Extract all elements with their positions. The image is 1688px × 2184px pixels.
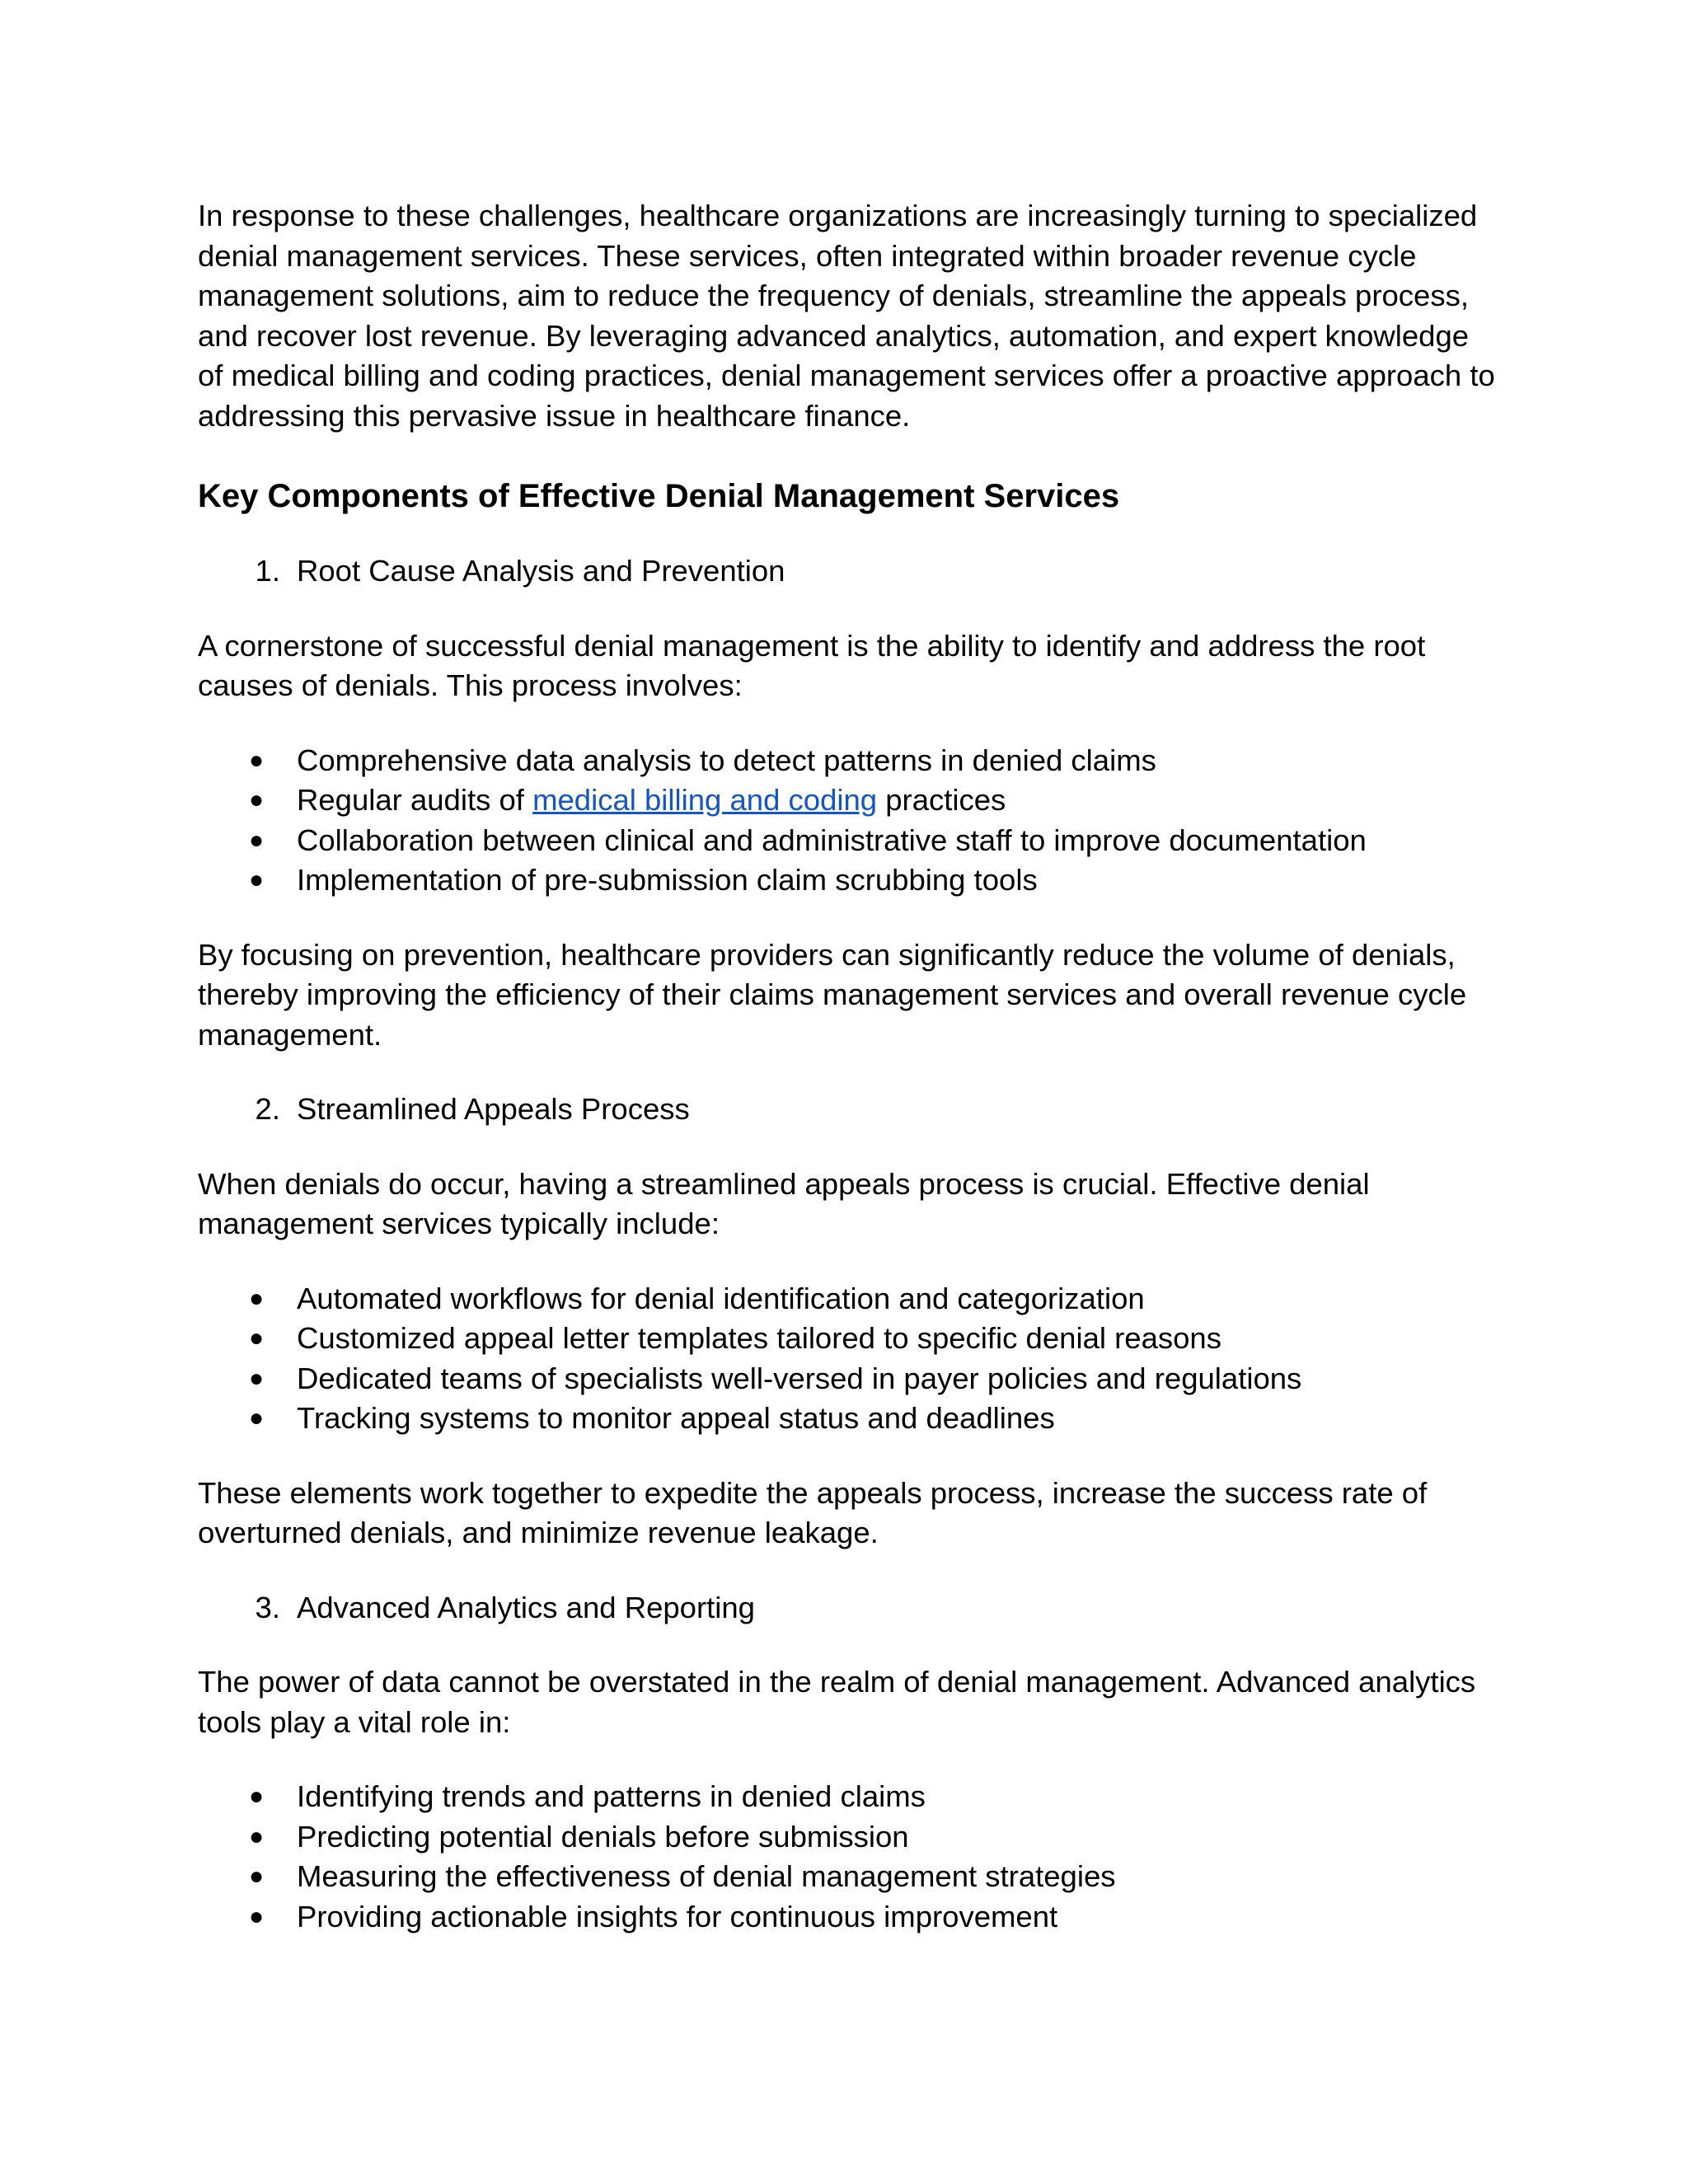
list-item bbox=[198, 1857, 1500, 1897]
section-2-closing: These elements work together to expedite the appeals process, increase the success rate of overturned denials, and minimize revenue leakage. bbox=[198, 1475, 1428, 1549]
list-item bbox=[198, 741, 1500, 781]
item-number: 2. bbox=[255, 1092, 280, 1126]
bullet-text: Collaboration between clinical and administrative staff to improve documentation bbox=[297, 823, 1367, 857]
bullet-text: Automated workflows for denial identification and categorization bbox=[297, 1281, 1145, 1315]
bullet-icon: ● bbox=[249, 786, 265, 813]
bullet-text: Measuring the effectiveness of denial management strategies bbox=[297, 1859, 1116, 1893]
section-3-bullets bbox=[198, 1777, 1500, 1937]
bullet-icon: ● bbox=[249, 746, 265, 774]
bullet-text: Identifying trends and patterns in denied claims bbox=[297, 1779, 926, 1813]
bullet-icon: ● bbox=[249, 1783, 265, 1810]
item-number: 3. bbox=[255, 1590, 280, 1624]
bullet-icon: ● bbox=[249, 1324, 265, 1352]
bullet-text: Providing actionable insights for continuous improvement bbox=[297, 1899, 1058, 1933]
bullet-icon: ● bbox=[249, 866, 265, 893]
item-title: Root Cause Analysis and Prevention bbox=[297, 554, 785, 588]
bullet-text: Comprehensive data analysis to detect patterns in denied claims bbox=[297, 743, 1156, 777]
bullet-text: Dedicated teams of specialists well-versed in payer policies and regulations bbox=[297, 1361, 1302, 1395]
list-item bbox=[198, 860, 1500, 901]
bullet-icon: ● bbox=[249, 826, 265, 854]
section-1-closing: By focusing on prevention, healthcare providers can significantly reduce the volume of denials, thereby improving the efficiency of their claims management services and overall revenue cycle management. bbox=[198, 937, 1467, 1052]
item-number: 1. bbox=[255, 554, 280, 588]
list-item bbox=[198, 1279, 1500, 1319]
bullet-text: Customized appeal letter templates tailored to specific denial reasons bbox=[297, 1321, 1221, 1355]
section-3-lead: The power of data cannot be overstated in the realm of denial management. Advanced analytics tools play a vital role in: bbox=[198, 1665, 1476, 1739]
item-title: Advanced Analytics and Reporting bbox=[297, 1590, 755, 1624]
bullet-text-before: Regular audits of bbox=[297, 783, 533, 817]
bullet-icon: ● bbox=[249, 1822, 265, 1850]
bullet-text bbox=[297, 780, 1006, 821]
list-item bbox=[198, 821, 1500, 861]
list-item bbox=[198, 1817, 1500, 1858]
list-item bbox=[198, 1359, 1500, 1399]
bullet-text: Predicting potential denials before submission bbox=[297, 1819, 909, 1854]
list-item bbox=[198, 1897, 1500, 1938]
numbered-item-2 bbox=[198, 1090, 1500, 1130]
bullet-icon: ● bbox=[249, 1364, 265, 1392]
section-1-lead: A cornerstone of successful denial management is the ability to identify and address the root causes of denials. This process involves: bbox=[198, 628, 1426, 702]
numbered-item-3 bbox=[198, 1588, 1500, 1629]
medical-billing-link[interactable]: medical billing and coding bbox=[532, 783, 878, 817]
item-title: Streamlined Appeals Process bbox=[297, 1092, 690, 1126]
bullet-text: Tracking systems to monitor appeal status and deadlines bbox=[297, 1401, 1055, 1435]
section-2-lead: When denials do occur, having a streamlined appeals process is crucial. Effective denial management services typically include: bbox=[198, 1166, 1370, 1240]
numbered-item-1 bbox=[198, 551, 1500, 592]
list-item bbox=[198, 1319, 1500, 1359]
list-item bbox=[198, 1399, 1500, 1439]
bullet-icon: ● bbox=[249, 1284, 265, 1312]
section-2-bullets bbox=[198, 1279, 1500, 1439]
list-item bbox=[198, 1777, 1500, 1817]
bullet-text: Implementation of pre-submission claim scrubbing tools bbox=[297, 863, 1038, 897]
bullet-icon: ● bbox=[249, 1863, 265, 1890]
bullet-icon: ● bbox=[249, 1902, 265, 1930]
bullet-text-after: practices bbox=[877, 783, 1006, 817]
section-heading: Key Components of Effective Denial Management Services bbox=[198, 478, 1120, 514]
bullet-icon: ● bbox=[249, 1404, 265, 1432]
intro-paragraph: In response to these challenges, healthcare organizations are increasingly turning to specialized denial management services. These services, often integrated within broader revenue cycle management solutions, aim to reduce the frequency of denials, streamline the appeals process, and recover lost revenue. By leveraging advanced analytics, automation, and expert knowledge of medical billing and coding practices, denial management services offer a proactive approach to addressing this pervasive issue in healthcare finance. bbox=[198, 199, 1495, 433]
document-page bbox=[198, 196, 1500, 1937]
list-item bbox=[198, 780, 1500, 821]
section-1-bullets bbox=[198, 741, 1500, 901]
